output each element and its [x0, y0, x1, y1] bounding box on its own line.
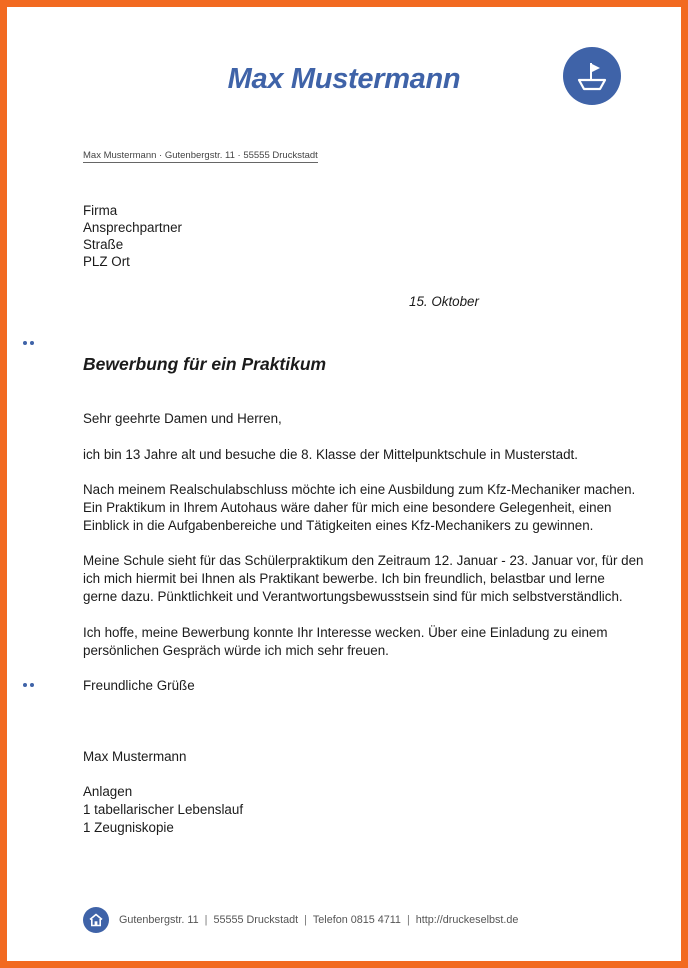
paragraph-line: Ein Praktikum in Ihrem Autohaus wäre daher für mich eine besondere Gelegenheit, einen	[83, 499, 612, 515]
recipient-line: PLZ Ort	[83, 254, 130, 269]
letterhead-name: Max Mustermann	[227, 63, 461, 95]
letter-subject: Bewerbung für ein Praktikum	[83, 354, 327, 374]
attachments-title: Anlagen	[83, 784, 133, 799]
salutation: Sehr geehrte Damen und Herren,	[83, 411, 282, 426]
footer-contact	[119, 914, 518, 926]
boat-flag-icon	[563, 47, 621, 105]
paragraph-line: ich mich hiermit bei Ihnen als Praktikant bewerbe. Ich bin freundlich, belastbar und lerne	[83, 570, 605, 586]
paragraph-line: Nach meinem Realschulabschluss möchte ich eine Ausbildung zum Kfz-Mechaniker machen.	[83, 482, 636, 497]
letter-date: 15. Oktober	[409, 294, 479, 309]
fold-mark-dots	[23, 341, 35, 345]
paragraph-line: persönlichen Gespräch würde ich mich sehr freuen.	[83, 642, 389, 658]
footer-separator: |	[406, 914, 410, 926]
signature-name: Max Mustermann	[83, 749, 187, 764]
footer-url: http://druckeselbst.de	[415, 914, 519, 926]
footer-city: 55555 Druckstadt	[213, 914, 299, 926]
paragraph-line: Meine Schule sieht für das Schülerpraktikum den Zeitraum 12. Januar - 23. Januar vor, für den	[83, 553, 644, 568]
recipient-line: Ansprechpartner	[83, 220, 182, 235]
paragraph-4	[83, 624, 608, 660]
paragraph-line: Ich hoffe, meine Bewerbung konnte Ihr Interesse wecken. Über eine Einladung zu einem	[83, 625, 608, 640]
paragraph-line: Einblick in die Aufgabenbereiche und Tätigkeiten eines Kfz-Mechanikers zu gewinnen.	[83, 517, 594, 533]
recipient-address	[83, 202, 182, 270]
attachments	[83, 783, 243, 836]
footer-street: Gutenbergstr. 11	[119, 914, 199, 926]
footer	[83, 907, 518, 933]
footer-separator: |	[304, 914, 307, 926]
fold-mark-dots	[23, 683, 35, 687]
footer-separator: |	[204, 914, 208, 926]
paragraph-line: ich bin 13 Jahre alt und besuche die 8. Klasse der Mittelpunktschule in Musterstadt.	[83, 447, 578, 462]
paragraph-2	[83, 481, 635, 534]
recipient-line: Firma	[83, 203, 118, 218]
attachment-item: 1 tabellarischer Lebenslauf	[83, 801, 244, 817]
paragraph-1	[83, 446, 578, 464]
footer-phone: Telefon 0815 4711	[312, 914, 401, 926]
house-icon	[83, 907, 109, 933]
sender-address-line: Max Mustermann · Gutenbergstr. 11 · 55555 Druckstadt	[83, 150, 318, 161]
closing: Freundliche Grüße	[83, 678, 195, 693]
paragraph-line: gerne dazu. Pünktlichkeit und Verantwortungsbewusstsein sind für mich selbstverständlich.	[83, 588, 623, 604]
attachment-item: 1 Zeugniskopie	[83, 819, 174, 835]
paragraph-3	[83, 552, 643, 605]
recipient-line: Straße	[83, 237, 124, 252]
